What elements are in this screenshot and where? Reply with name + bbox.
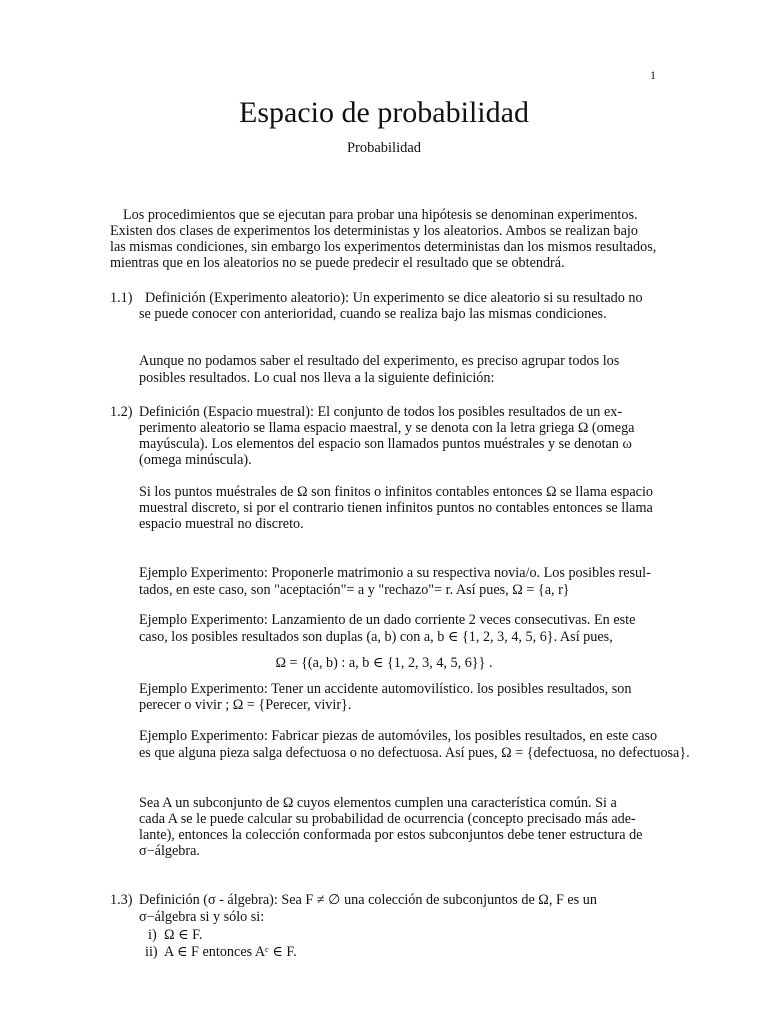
intro-line-3: las mismas condiciones, sin embargo los experimentos deterministas dan los mismos resultados, [110, 239, 657, 255]
definition-line: se puede conocer con anterioridad, cuando se realiza bajo las mismas condiciones. [139, 306, 607, 322]
example-line: Ejemplo Experimento: Proponerle matrimonio a su respectiva novia/o. Los posibles resul- [139, 565, 651, 581]
intro-line-2: Existen dos clases de experimentos los deterministas y los aleatorios. Ambos se realizan bajo [110, 223, 638, 239]
paragraph-line: Sea A un subconjunto de Ω cuyos elementos cumplen una característica común. Si a [139, 795, 617, 811]
definition-number: 1.1) [110, 290, 133, 306]
page-number: 1 [650, 68, 656, 82]
paragraph-line: σ−álgebra. [139, 843, 200, 859]
paragraph-line: muestral discreto, si por el contrario tienen infinitos puntos no contables entonces se llama [139, 500, 653, 516]
list-item-label: i) [148, 927, 157, 943]
example-line: Ejemplo Experimento: Lanzamiento de un dado corriente 2 veces consecutivas. En este [139, 612, 636, 628]
definition-number: 1.2) [110, 404, 133, 420]
intro-line-4: mientras que en los aleatorios no se puede predecir el resultado que se obtendrá. [110, 255, 565, 271]
example-formula: Ω = {(a, b) : a, b ∈ {1, 2, 3, 4, 5, 6}} . [275, 655, 493, 671]
paragraph-line: Si los puntos muéstrales de Ω son finitos o infinitos contables entonces Ω se llama espacio [139, 484, 654, 500]
definition-line: mayúscula). Los elementos del espacio son llamados puntos muéstrales y se denotan ω [139, 436, 632, 452]
example-line: perecer o vivir ; Ω = {Perecer, vivir}. [139, 697, 352, 713]
paragraph-line: espacio muestral no discreto. [139, 516, 304, 532]
document-title: Espacio de probabilidad [239, 96, 529, 129]
example-line: tados, en este caso, son "aceptación"= a y "rechazo"= r. Así pues, Ω = {a, r} [139, 582, 570, 598]
paragraph-line: cada A se le puede calcular su probabilidad de ocurrencia (concepto precisado más ade- [139, 811, 636, 827]
paragraph-line: Aunque no podamos saber el resultado del experimento, es preciso agrupar todos los [139, 353, 620, 369]
definition-number: 1.3) [110, 892, 133, 908]
list-item-text: Ω ∈ F. [164, 927, 203, 943]
example-line: es que alguna pieza salga defectuosa o no defectuosa. Así pues, Ω = {defectuosa, no defectuosa}. [139, 745, 690, 761]
definition-line: (omega minúscula). [139, 452, 252, 468]
example-line: Ejemplo Experimento: Tener un accidente automovilístico. los posibles resultados, son [139, 681, 632, 697]
definition-line: Definición (σ - álgebra): Sea F ≠ ∅ una colección de subconjuntos de Ω, F es un [139, 892, 597, 908]
definition-line: perimento aleatorio se llama espacio maestral, y se denota con la letra griega Ω (omega [139, 420, 635, 436]
document-subtitle: Probabilidad [346, 140, 422, 156]
list-item-label: ii) [145, 944, 158, 960]
example-line: Ejemplo Experimento: Fabricar piezas de automóviles, los posibles resultados, en este caso [139, 728, 658, 744]
definition-line: σ−álgebra si y sólo si: [139, 909, 265, 925]
list-item-text: A ∈ F entonces Aᶜ ∈ F. [164, 944, 297, 960]
definition-line: Definición (Experimento aleatorio): Un experimento se dice aleatorio si su resultado no [145, 290, 643, 306]
paragraph-line: lante), entonces la colección conformada por estos subconjuntos debe tener estructura de [139, 827, 643, 843]
intro-line-1: Los procedimientos que se ejecutan para probar una hipótesis se denominan experimentos. [123, 207, 638, 223]
paragraph-line: posibles resultados. Lo cual nos lleva a la siguiente definición: [139, 370, 495, 386]
definition-line: Definición (Espacio muestral): El conjunto de todos los posibles resultados de un ex- [139, 404, 623, 420]
example-line: caso, los posibles resultados son duplas (a, b) con a, b ∈ {1, 2, 3, 4, 5, 6}. Así pues, [139, 629, 613, 645]
